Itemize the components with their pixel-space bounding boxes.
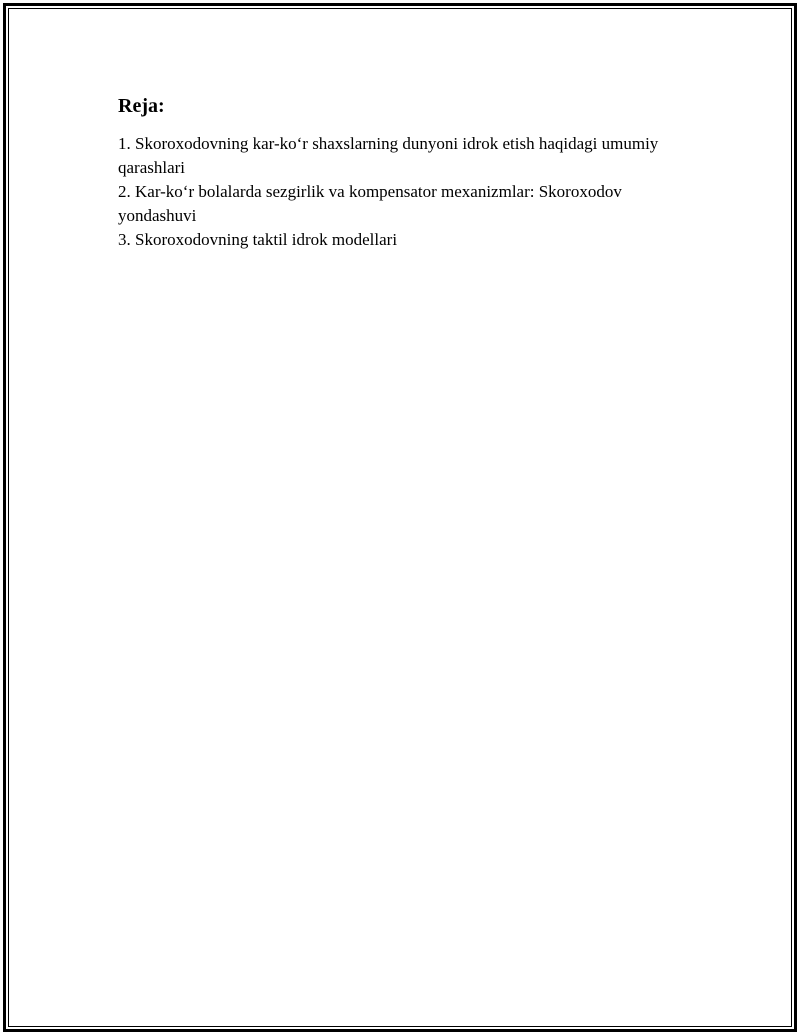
plan-item-3: 3. Skoroxodovning taktil idrok modellari	[118, 230, 398, 249]
plan-list	[118, 132, 698, 252]
plan-item-1: 1. Skoroxodovning kar-ko‘r shaxslarning dunyoni idrok etish haqidagi umumiy qarashlari	[118, 134, 659, 177]
document-content	[118, 94, 698, 252]
plan-item-2: 2. Kar-ko‘r bolalarda sezgirlik va kompensator mexanizmlar: Skoroxodov yondashuvi	[118, 182, 622, 225]
plan-title: Reja:	[118, 95, 165, 117]
